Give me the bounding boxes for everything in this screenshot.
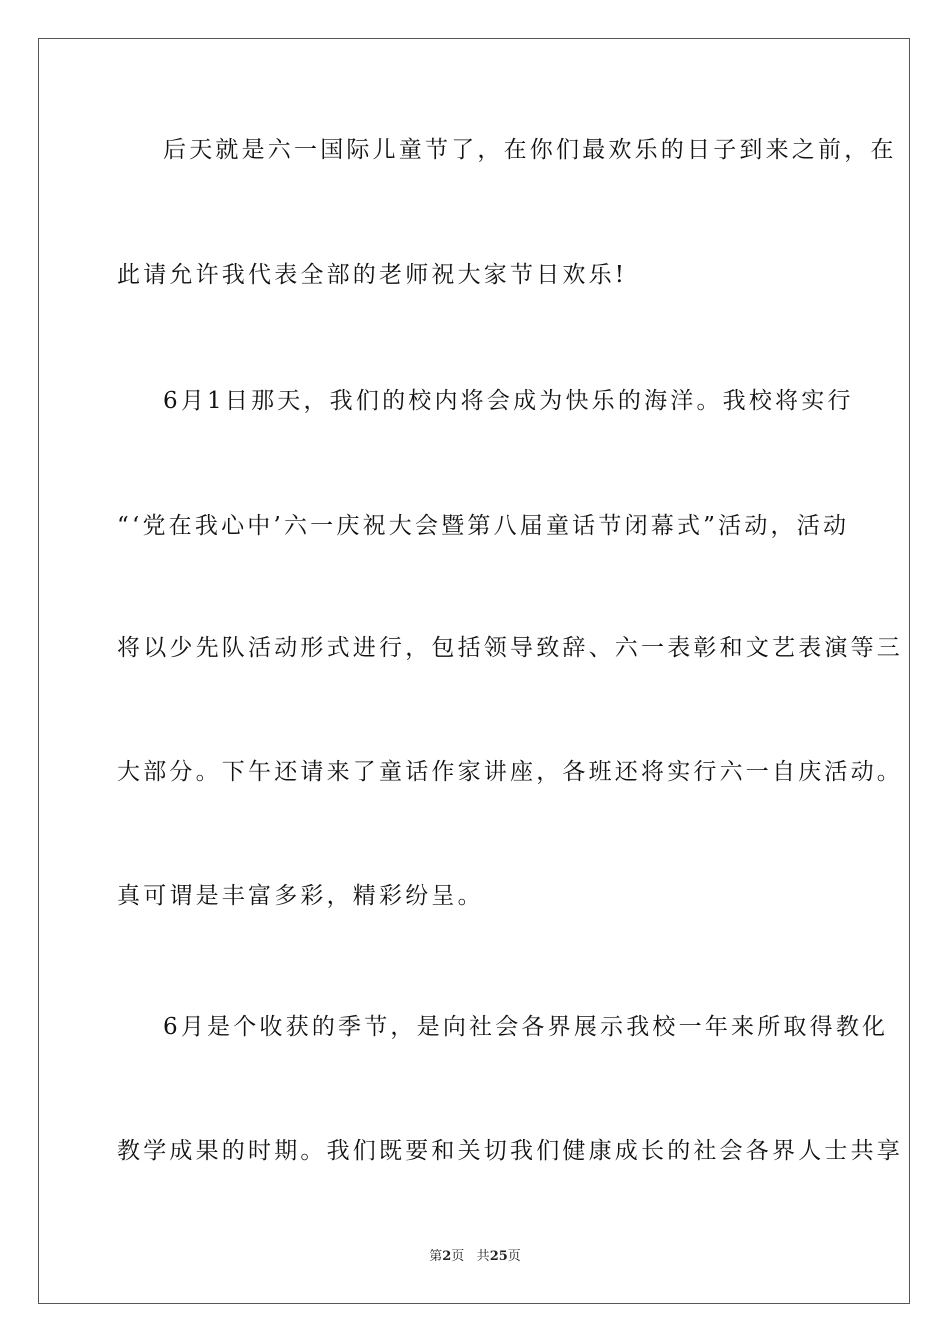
paragraph-line: 6月1日那天，我们的校内将会成为快乐的海洋。我校将实行 bbox=[163, 388, 854, 414]
paragraph-line: 大部分。下午还请来了童话作家讲座，各班还将实行六一自庆活动。 bbox=[117, 759, 903, 785]
paragraph-line: 将以少先队活动形式进行，包括领导致辞、六一表彰和文艺表演等三 bbox=[117, 635, 903, 661]
page-footer bbox=[0, 1248, 950, 1266]
paragraph-line: “‘党在我心中’六一庆祝大会暨第八届童话节闭幕式”活动，活动 bbox=[117, 513, 850, 539]
total-prefix: 共 bbox=[476, 1249, 490, 1264]
paragraph-line: 真可谓是丰富多彩，精彩纷呈。 bbox=[117, 883, 484, 909]
paragraph-line: 教学成果的时期。我们既要和关切我们健康成长的社会各界人士共享 bbox=[117, 1138, 903, 1164]
paragraph-line: 后天就是六一国际儿童节了，在你们最欢乐的日子到来之前，在 bbox=[163, 137, 897, 163]
page-prefix: 第 bbox=[429, 1249, 443, 1264]
current-page-number: 2 bbox=[442, 1249, 452, 1264]
total-page-count: 25 bbox=[489, 1249, 508, 1264]
paragraph-line: 6月是个收获的季节，是向社会各界展示我校一年来所取得教化 bbox=[163, 1014, 889, 1040]
page-frame bbox=[38, 38, 910, 1304]
paragraph-line: 此请允许我代表全部的老师祝大家节日欢乐! bbox=[117, 262, 628, 288]
total-suffix: 页 bbox=[507, 1249, 521, 1264]
page-suffix: 页 bbox=[451, 1249, 465, 1264]
